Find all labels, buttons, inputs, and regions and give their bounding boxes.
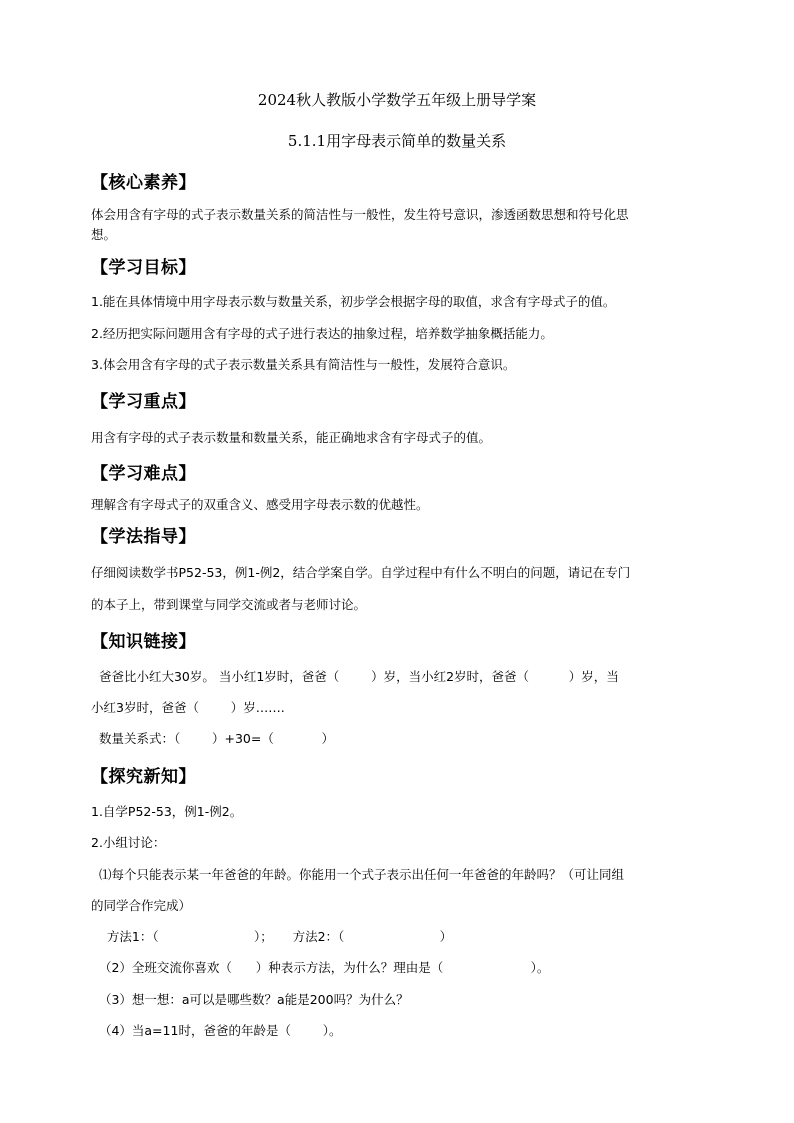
question-3: （3）想一想：a可以是哪些数？a能是200吗？为什么？ xyxy=(91,992,409,1007)
goal-item-3: 3.体会用含有字母的式子表示数量关系具有简洁性与一般性，发展符合意识。 xyxy=(91,357,516,372)
section-heading-method: 【学法指导】 xyxy=(91,527,196,547)
section-heading-key: 【学习重点】 xyxy=(91,392,196,412)
section-heading-goals: 【学习目标】 xyxy=(91,258,196,278)
method-text-line1: 仔细阅读数学书P52-53，例1-例2，结合学案自学。自学过程中有什么不明白的问题，请记在专门 xyxy=(91,565,631,580)
question-4: （4）当a=11时，爸爸的年龄是（ ）。 xyxy=(91,1023,342,1038)
document-title: 2024秋人教版小学数学五年级上册导学案 xyxy=(257,91,537,109)
question-2: （2）全班交流你喜欢（ ）种表示方法，为什么？理由是（ ）。 xyxy=(91,960,550,975)
key-text: 用含有字母的式子表示数量和数量关系，能正确地求含有字母式子的值。 xyxy=(91,430,492,445)
lesson-subtitle: 5.1.1用字母表示简单的数量关系 xyxy=(287,132,507,150)
question-1-line2: 的同学合作完成） xyxy=(91,898,192,913)
section-heading-core: 【核心素养】 xyxy=(91,173,196,193)
core-text-line2: 想。 xyxy=(91,227,117,242)
explore-item-1: 1.自学P52-53，例1-例2。 xyxy=(91,804,243,819)
method-text-line2: 的本子上，带到课堂与同学交流或者与老师讨论。 xyxy=(91,597,367,612)
goal-item-1: 1.能在具体情境中用字母表示数与数量关系，初步学会根据字母的取值，求含有字母式子的值。 xyxy=(91,294,616,309)
goal-item-2: 2.经历把实际问题用含有字母的式子进行表达的抽象过程，培养数学抽象概括能力。 xyxy=(91,326,553,341)
section-heading-link: 【知识链接】 xyxy=(91,632,196,652)
methods-line: 方法1：（ ）； 方法2：（ ） xyxy=(91,929,453,944)
explore-item-2: 2.小组讨论： xyxy=(91,835,166,850)
difficulty-text: 理解含有字母式子的双重含义、感受用字母表示数的优越性。 xyxy=(91,497,429,512)
relation-formula: 数量关系式：（ ）+30=（ ） xyxy=(91,731,335,746)
question-1-line1: ⑴每个只能表示某一年爸爸的年龄。你能用一个式子表示出任何一年爸爸的年龄吗？（可让同组 xyxy=(91,867,624,882)
core-text-line1: 体会用含有字母的式子表示数量关系的简洁性与一般性，发生符号意识，渗透函数思想和符号化思 xyxy=(91,207,629,222)
section-heading-explore: 【探究新知】 xyxy=(91,767,196,787)
link-text-line2: 小红3岁时，爸爸（ ）岁……. xyxy=(91,700,285,715)
section-heading-difficulty: 【学习难点】 xyxy=(91,464,196,484)
link-text-line1: 爸爸比小红大30岁。 当小红1岁时，爸爸（ ）岁，当小红2岁时，爸爸（ ）岁，当 xyxy=(91,669,619,684)
